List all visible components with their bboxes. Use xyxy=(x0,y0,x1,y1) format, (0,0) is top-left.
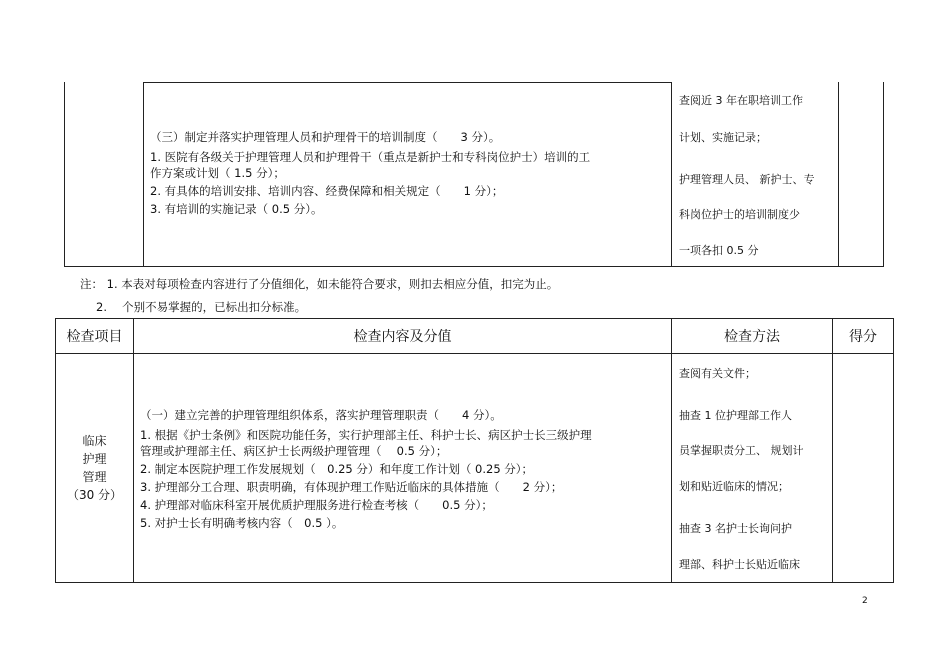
method-line: 员掌握职责分工、 规划计 xyxy=(679,444,804,457)
content-line: 管理或护理部主任、病区护士长两级护理管理（ 0.5 分）； xyxy=(140,444,448,458)
content-line: 2. 制定本医院护理工作发展规划（ 0.25 分）和年度工作计划（ 0.25 分）； xyxy=(140,462,534,476)
method-line: 划和贴近临床的情况； xyxy=(679,480,789,493)
top-method-line: 科岗位护士的培训制度少 xyxy=(679,208,800,221)
top-item-line: 2. 有具体的培训安排、培训内容、经费保障和相关规定（ 1 分）； xyxy=(150,184,504,198)
top-table-col-divider-3 xyxy=(838,82,839,267)
header-check-method: 检查方法 xyxy=(724,329,780,345)
top-item-line: 1. 医院有各级关于护理管理人员和护理骨干（重点是新护士和专科岗位护士）培训的工 xyxy=(150,150,591,164)
category-line: 管理 xyxy=(82,470,107,484)
top-method-line: 一项各扣 0.5 分 xyxy=(679,244,759,257)
top-table-col-divider-1 xyxy=(143,82,144,267)
main-table-col-divider-2 xyxy=(671,318,672,583)
content-title: （一）建立完善的护理管理组织体系，落实护理管理职责（ 4 分）。 xyxy=(140,408,502,422)
main-table-right-border xyxy=(893,318,894,583)
top-table-inner-top-border xyxy=(143,82,671,83)
top-table-bottom-border xyxy=(64,266,884,267)
top-method-line: 计划、实施记录； xyxy=(679,131,767,144)
top-table-right-border xyxy=(883,82,884,267)
top-method-line: 查阅近 3 年在职培训工作 xyxy=(679,94,803,107)
method-line: 抽查 3 名护士长询问护 xyxy=(679,522,792,535)
category-line: 护理 xyxy=(82,452,107,466)
top-item-title: （三）制定并落实护理管理人员和护理骨干的培训制度（ 3 分）。 xyxy=(150,130,501,144)
content-line: 1. 根据《护士条例》和医院功能任务，实行护理部主任、科护士长、病区护士长三级护理 xyxy=(140,428,592,442)
content-line: 3. 护理部分工合理、职责明确，有体现护理工作贴近临床的具体措施（ 2 分）； xyxy=(140,480,563,494)
top-item-line: 作方案或计划（ 1.5 分）； xyxy=(150,166,285,180)
main-table-col-divider-3 xyxy=(832,318,833,583)
main-table-col-divider-1 xyxy=(133,318,134,583)
top-table-left-border xyxy=(64,82,65,267)
header-score: 得分 xyxy=(849,329,877,345)
main-table-header-bottom xyxy=(55,353,894,354)
page-number: 2 xyxy=(862,596,868,606)
top-item-line: 3. 有培训的实施记录（ 0.5 分）。 xyxy=(150,202,323,216)
category-line: 临床 xyxy=(82,434,107,448)
method-line: 抽查 1 位护理部工作人 xyxy=(679,409,792,422)
header-content-score: 检查内容及分值 xyxy=(353,329,452,345)
main-table-bottom-border xyxy=(55,582,894,583)
note-line-2: 2. 个别不易掌握的，已标出扣分标准。 xyxy=(96,300,307,314)
content-line: 5. 对护士长有明确考核内容（ 0.5 ）。 xyxy=(140,516,344,530)
category-line: （30 分） xyxy=(66,488,123,502)
header-check-item: 检查项目 xyxy=(66,329,123,345)
top-table-col-divider-2 xyxy=(671,82,672,267)
content-line: 4. 护理部对临床科室开展优质护理服务进行检查考核（ 0.5 分）； xyxy=(140,498,493,512)
main-table-top-border xyxy=(55,318,894,319)
note-line-1: 注： 1. 本表对每项检查内容进行了分值细化，如未能符合要求，则扣去相应分值，扣完为止。 xyxy=(80,277,559,291)
top-method-line: 护理管理人员、 新护士、专 xyxy=(679,173,815,186)
method-line: 理部、科护士长贴近临床 xyxy=(679,558,800,571)
method-line: 查阅有关文件； xyxy=(679,367,756,380)
